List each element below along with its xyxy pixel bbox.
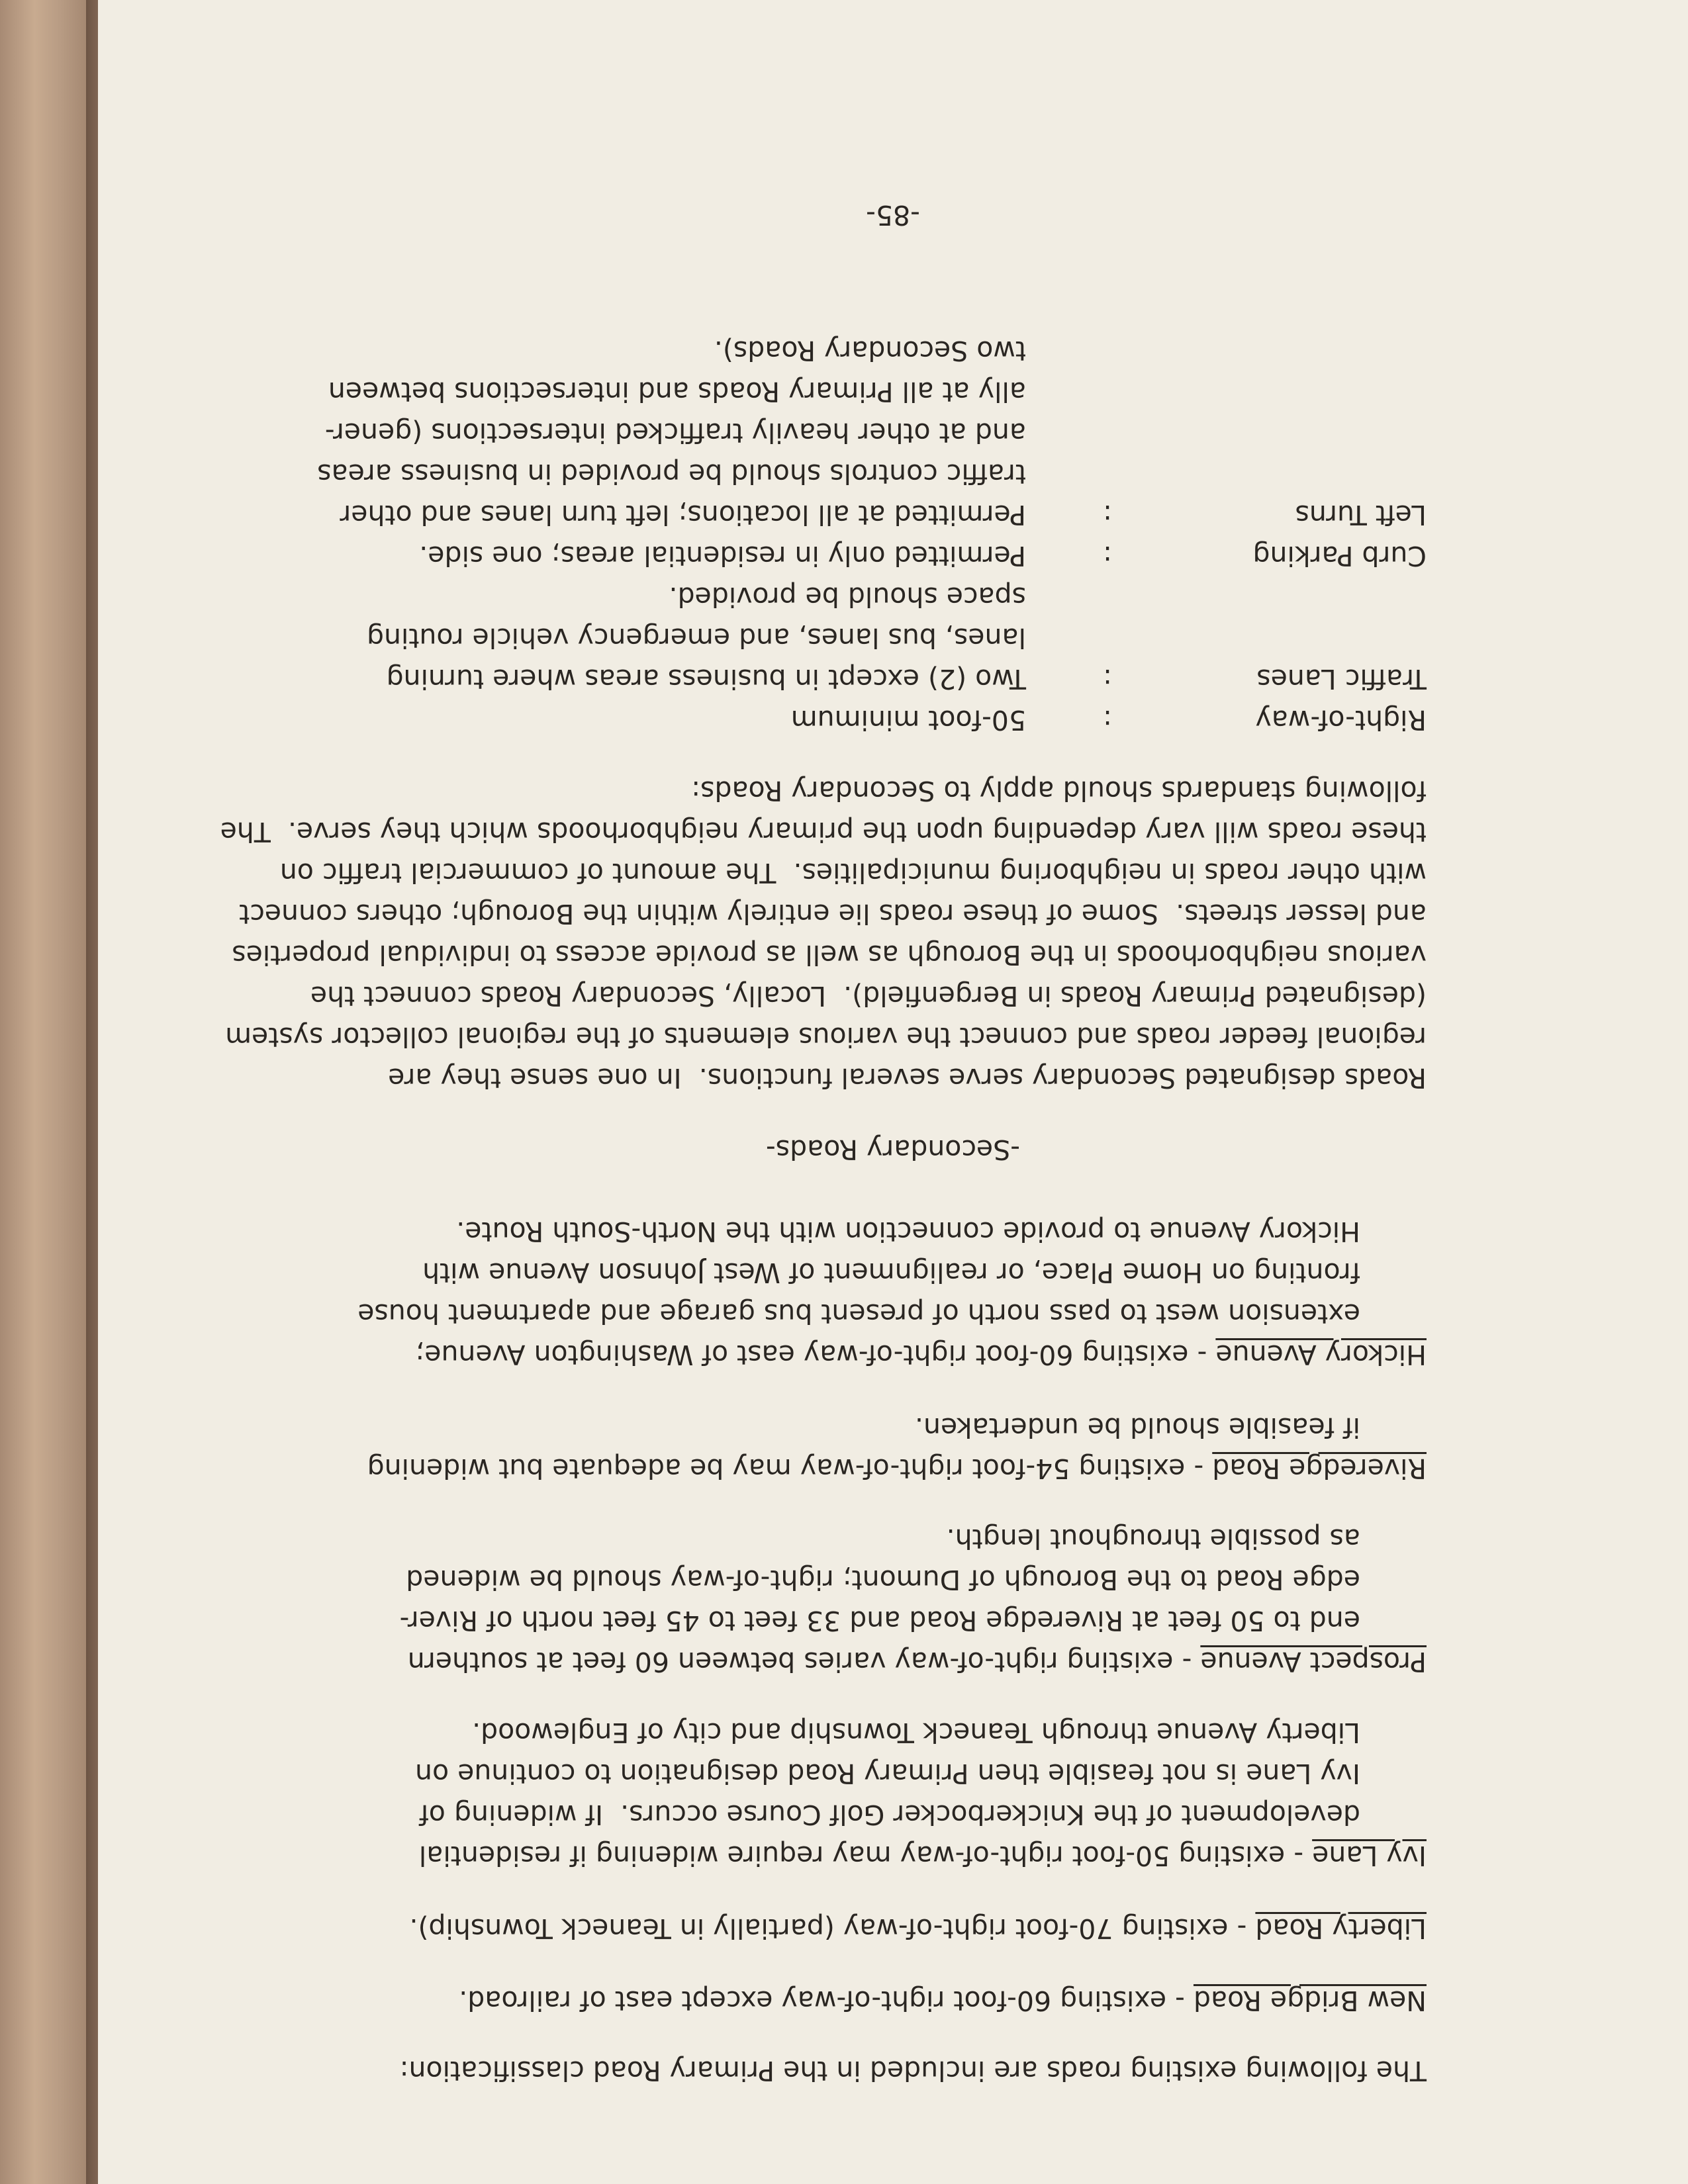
road-description-line: edge Road to the Borough of Dumont; right-of-way should be widened: [406, 1564, 1360, 1596]
road-name: Hickory Avenue: [1215, 1339, 1427, 1371]
paragraph-line: following standards should apply to Secondary Roads:: [691, 775, 1427, 807]
standard-value: Permitted at all locations; left turn lanes and other: [340, 499, 1026, 531]
road-name: New Bridge Road: [1193, 1985, 1427, 2017]
book-binding-edge: [0, 0, 99, 2184]
paragraph-line: regional feeder roads and connect the various elements of the regional collector system: [225, 1021, 1427, 1053]
primary-road-riveredge: [367, 1448, 1427, 1489]
paragraph-line: these roads will vary depending upon the primary neighborhoods which they serve. The: [220, 816, 1427, 848]
standard-label: Right-of-way: [1255, 704, 1427, 736]
document-page: [98, 0, 1688, 2184]
paragraph-line: Roads designated Secondary serve several functions. In one sense they are: [388, 1062, 1427, 1094]
primary-road-ivy-lane: [419, 1835, 1427, 1876]
road-description-line: end to 50 feet at Riveredge Road and 33 feet to 45 feet north of River-: [399, 1605, 1360, 1637]
road-description-line: development of the Knickerbocker Golf Course occurs. If widening of: [419, 1799, 1360, 1831]
standard-label: Curb Parking: [1252, 540, 1427, 572]
primary-road-new-bridge: [459, 1980, 1427, 2021]
standard-label: Traffic Lanes: [1256, 663, 1427, 695]
colon-separator: :: [1103, 499, 1112, 531]
standard-value: Two (2) except in business areas where turning: [386, 663, 1026, 695]
road-description-line: as possible throughout length.: [946, 1523, 1360, 1555]
road-description-line: Liberty Avenue through Teaneck Township and city of Englewood.: [472, 1717, 1360, 1749]
primary-road-liberty: [409, 1908, 1427, 1949]
road-name: Prospect Avenue: [1200, 1646, 1427, 1678]
standard-value: 50-foot minimum: [790, 704, 1026, 736]
road-name: Ivy Lane: [1312, 1840, 1427, 1872]
road-name: Liberty Road: [1255, 1913, 1427, 1944]
standard-value: traffic controls should be provided in business areas: [317, 458, 1026, 490]
standard-value: and at other heavily trafficked intersections (gener-: [324, 417, 1026, 449]
colon-separator: :: [1103, 663, 1112, 695]
road-description-line: Hickory Avenue to provide connection with the North-South Route.: [456, 1216, 1360, 1248]
intro-text: The following existing roads are included in the Primary Road classification:: [399, 2055, 1427, 2087]
paragraph-line: and lesser streets. Some of these roads lie entirely within the Borough; others connect: [239, 898, 1427, 930]
page-number: -85-: [866, 199, 920, 231]
road-description-line: if feasible should be undertaken.: [914, 1412, 1360, 1443]
colon-separator: :: [1103, 540, 1112, 572]
road-description: - existing 50-foot right-of-way may require widening if residential: [418, 1840, 1313, 1872]
road-description-line: extension west to pass north of present bus garage and apartment house: [357, 1298, 1360, 1330]
road-description: - existing 70-foot right-of-way (partially in Teaneck Township).: [409, 1913, 1256, 1944]
standard-value: space should be provided.: [669, 581, 1026, 613]
section-heading-secondary-roads: -Secondary Roads-: [766, 1134, 1020, 1165]
paragraph-line: various neighborhoods in the Borough as well as provide access to individual properties: [232, 939, 1427, 971]
primary-road-hickory-avenue: [415, 1334, 1427, 1375]
colon-separator: :: [1103, 704, 1112, 736]
road-name: Riveredge Road: [1212, 1453, 1427, 1484]
standard-label: Left Turns: [1295, 499, 1427, 531]
primary-road-prospect-avenue: [408, 1641, 1427, 1682]
road-description: - existing 54-foot right-of-way may be adequate but widening: [367, 1453, 1213, 1484]
standard-value: ally at all Primary Roads and intersections between: [328, 376, 1026, 408]
page-content-rotated: [98, 0, 1688, 2184]
road-description-line: Ivy Lane is not feasible then Primary Road designation to continue on: [415, 1758, 1360, 1790]
paragraph-line: (designated Primary Roads in Bergenfield). Locally, Secondary Roads connect the: [310, 980, 1427, 1012]
standard-value: two Secondary Roads).: [714, 335, 1026, 367]
road-description: - existing 60-foot right-of-way east of Washington Avenue;: [415, 1339, 1216, 1371]
road-description-line: fronting on Home Place, or realignment of West Johnson Avenue with: [422, 1257, 1360, 1289]
standard-value: lanes, bus lanes, and emergency vehicle routing: [366, 622, 1026, 654]
road-description: - existing right-of-way varies between 60 feet at southern: [407, 1646, 1201, 1678]
standard-value: Permitted only in residential areas; one side.: [419, 540, 1026, 572]
paragraph-line: with other roads in neighboring municipalities. The amount of commercial traffic on: [279, 857, 1427, 889]
road-description: - existing 60-foot right-of-way except east of railroad.: [459, 1985, 1194, 2017]
